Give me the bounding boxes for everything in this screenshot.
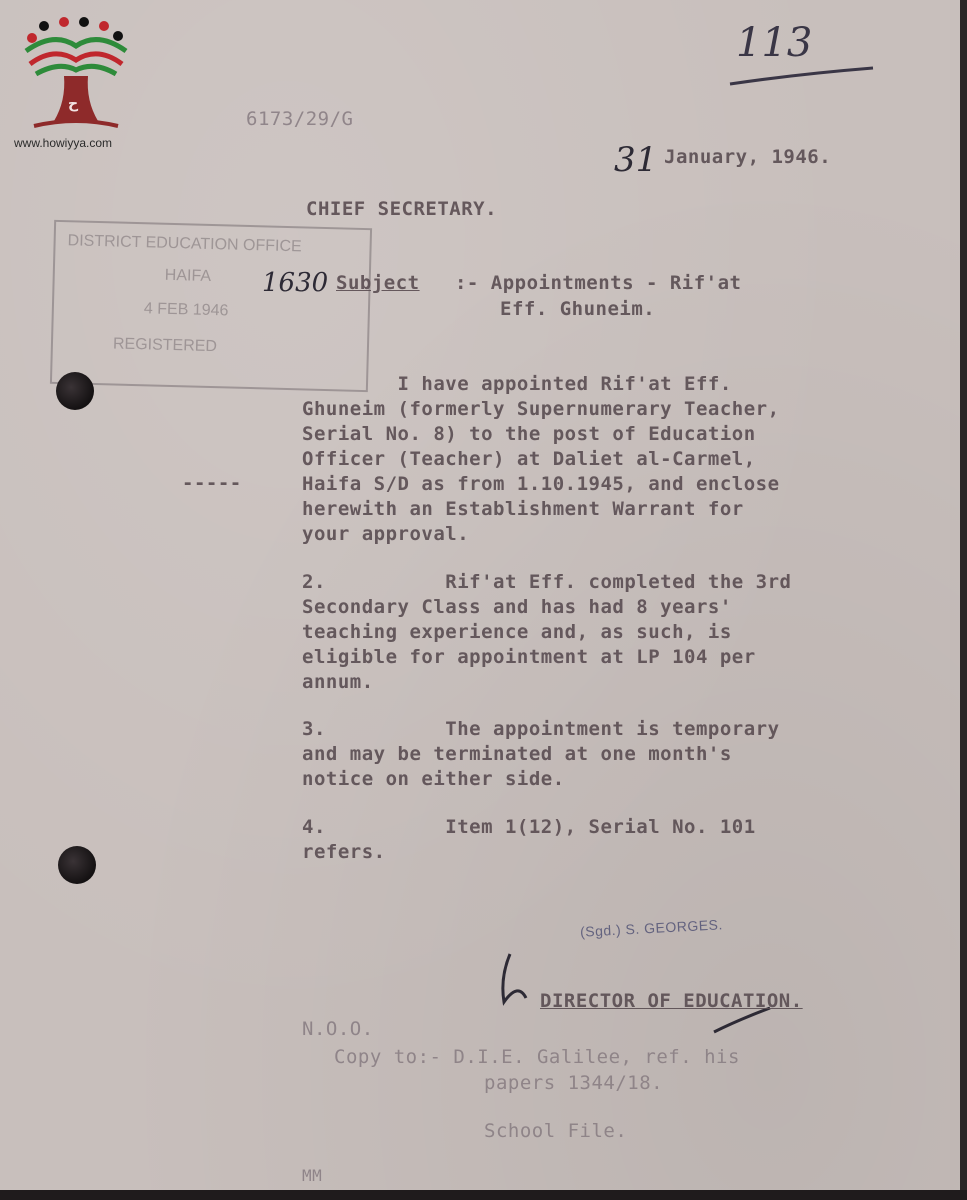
copy-line-1: Copy to:- D.I.E. Galilee, ref. his bbox=[334, 1046, 740, 1068]
tree-logo-icon bbox=[14, 16, 138, 136]
file-reference: 6173/29/G bbox=[246, 108, 354, 130]
copy-line-2: papers 1344/18. bbox=[484, 1072, 664, 1094]
date-day: 31 bbox=[614, 140, 658, 180]
subject-line-1: :- Appointments - Rif'at bbox=[443, 272, 742, 294]
received-stamp bbox=[50, 220, 372, 392]
margin-dash: ----- bbox=[182, 472, 242, 494]
folio-underline bbox=[728, 62, 878, 92]
paragraph-2: 2. Rif'at Eff. completed the 3rd Secondary Class and has had 8 years' teaching experience and, as such, is eligible for appointment at LP 104 per annum. bbox=[302, 571, 792, 693]
margin-number: 1630 bbox=[262, 268, 329, 298]
svg-text:ح: ح bbox=[68, 96, 79, 112]
scan-edge bbox=[0, 1190, 967, 1200]
signature-stamp: (Sgd.) S. GEORGES. bbox=[579, 916, 724, 940]
stamp-line-1: DISTRICT EDUCATION OFFICE bbox=[67, 232, 302, 256]
punch-hole-top bbox=[56, 372, 94, 410]
stamp-line-3: 4 FEB 1946 bbox=[143, 300, 229, 320]
subject-label: Subject bbox=[336, 272, 420, 294]
noo-line: N.O.O. bbox=[302, 1018, 374, 1040]
punch-hole-bottom bbox=[58, 846, 96, 884]
subject-line-2: Eff. Ghuneim. bbox=[500, 298, 656, 320]
paragraph-1: I have appointed Rif'at Eff. Ghuneim (formerly Supernumerary Teacher, Serial No. 8) to the post of Education Officer (Teacher) at Daliet al-Carmel, Haifa S/D as from 1.10.1945, and enclose herewith an Establishment Warrant for your approval. bbox=[302, 373, 780, 545]
paragraph-4: 4. Item 1(12), Serial No. 101 refers. bbox=[302, 816, 756, 863]
typist-initials: MM bbox=[302, 1166, 323, 1185]
date-text: January, 1946. bbox=[664, 146, 832, 168]
howiyya-logo bbox=[14, 16, 138, 150]
school-file: School File. bbox=[484, 1120, 628, 1142]
signatory-title: DIRECTOR OF EDUCATION. bbox=[540, 990, 803, 1012]
folio-number: 113 bbox=[736, 20, 813, 66]
addressee: CHIEF SECRETARY. bbox=[306, 198, 498, 220]
stamp-line-2: HAIFA bbox=[164, 266, 212, 285]
paragraph-3: 3. The appointment is temporary and may be terminated at one month's notice on either side. bbox=[302, 718, 780, 790]
watermark-url: www.howiyya.com bbox=[14, 136, 113, 150]
stamp-line-4: REGISTERED bbox=[112, 335, 218, 356]
